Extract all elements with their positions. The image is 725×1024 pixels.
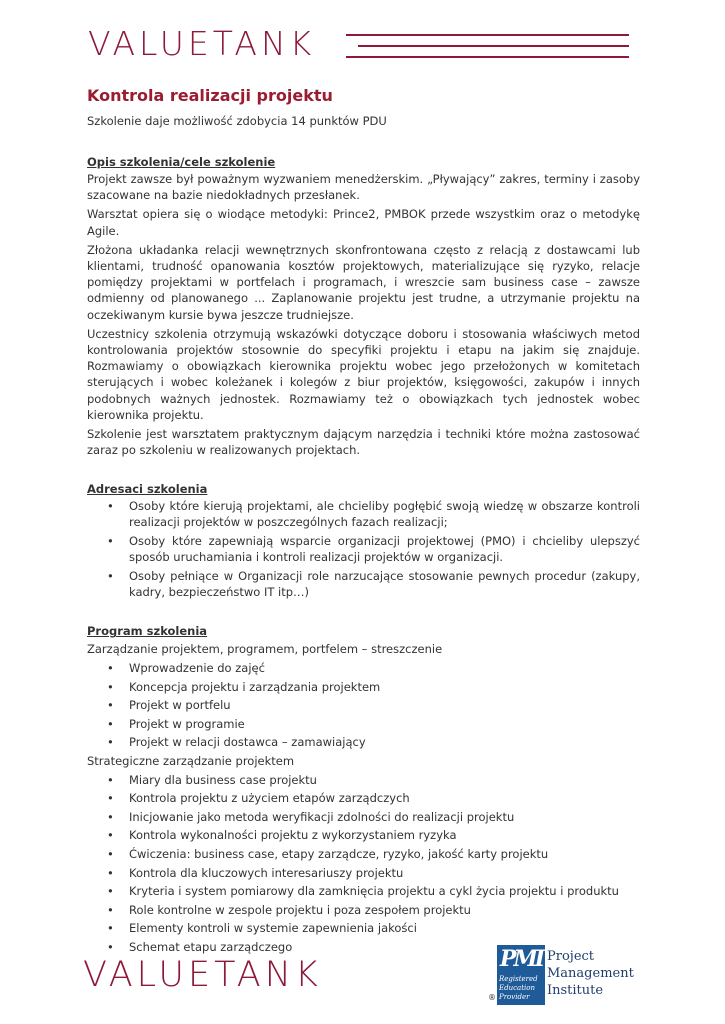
pmi-name-line: Project <box>547 949 595 964</box>
list-item: • Projekt w programie <box>87 715 640 734</box>
program-list-1 <box>87 659 640 752</box>
list-item: • Miary dla business case projektu <box>87 771 640 790</box>
list-item: • Schemat etapu zarządczego <box>87 938 640 957</box>
bullet-icon: • <box>107 921 114 936</box>
list-item: • Kontrola wykonalności projektu z wykorzystaniem ryzyka <box>87 826 640 845</box>
list-item: • Osoby które zapewniają wsparcie organizacji projektowej (PMO) i chcieliby ulepszyć sposób uruchamiania i kontroli realizacji projektów w organizacji. <box>107 534 640 565</box>
paragraph: Projekt zawsze był poważnym wyzwaniem menedżerskim. „Pływający” zakres, terminy i zasoby szacowane na bazie niedokładnych przesłanek. <box>87 172 640 203</box>
pmi-logo <box>485 945 635 1005</box>
pmi-registered-text: Provider <box>499 993 530 1001</box>
registered-mark: ® <box>488 993 496 1002</box>
pmi-registered-text: Registered <box>499 975 538 983</box>
section-heading-program: Program szkolenia <box>87 624 208 639</box>
bullet-icon: • <box>107 902 114 917</box>
list-item: • Ćwiczenia: business case, etapy zarządcze, ryzyko, jakość karty projektu <box>87 845 640 864</box>
list-item: • Elementy kontroli w systemie zapewnienia jakości <box>87 919 640 938</box>
valuetank-logo: VALUETANK <box>88 24 316 63</box>
page-title: Kontrola realizacji projektu <box>87 86 333 105</box>
pmi-badge <box>497 945 545 1005</box>
adresaci-list <box>87 498 640 600</box>
section-heading-opis: Opis szkolenia/cele szkolenie <box>87 155 276 169</box>
list-item: • Projekt w relacji dostawca – zamawiający <box>87 733 640 752</box>
list-item: • Kontrola projektu z użyciem etapów zarządczych <box>87 789 640 808</box>
bullet-icon: • <box>107 534 114 549</box>
bullet-icon: • <box>107 791 114 806</box>
list-item: • Osoby które kierują projektami, ale chcieliby pogłębić swoją wiedzę w obszarze kontroli realizacji projektów w poszczególnych fazach realizacji; <box>107 499 640 530</box>
bullet-icon: • <box>107 939 114 954</box>
bullet-icon: • <box>107 772 114 787</box>
document-body <box>87 84 640 957</box>
bullet-icon: • <box>107 828 114 843</box>
bullet-icon: • <box>107 698 114 713</box>
list-item: • Osoby pełniące w Organizacji role narzucające stosowanie pewnych procedur (zakupy, kadry, bezpieczeństwo IT itp…) <box>107 569 640 600</box>
bullet-icon: • <box>107 499 114 514</box>
bullet-icon: • <box>107 884 114 899</box>
list-item: • Koncepcja projektu i zarządzania projektem <box>87 678 640 697</box>
bullet-icon: • <box>107 865 114 880</box>
pmi-name-line: Institute <box>547 983 604 998</box>
program-group-title: Strategiczne zarządzanie projektem <box>87 754 295 769</box>
paragraph: Warsztat opiera się o wiodące metodyki: Prince2, PMBOK przede wszystkim oraz o metodykę Agile. <box>87 207 640 238</box>
paragraph: Szkolenie jest warsztatem praktycznym dającym narzędzia i techniki które można zastosować zaraz po szkoleniu w realizowanych projektach. <box>87 427 640 458</box>
list-item: • Kontrola dla kluczowych interesariuszy projektu <box>87 864 640 883</box>
bullet-icon: • <box>107 661 114 676</box>
bullet-icon: • <box>107 846 114 861</box>
paragraph: Złożona układanka relacji wewnętrznych skonfrontowana często z relacją z dostawcami lub klientami, trudność opanowania kosztów projektowych, materializujące się ryzyko, relacje pomiędzy projektami w portfelach i programach, i wreszcie sam business case – zawsze odmienny od planowanego ... Zaplanowanie projektu jest trudne, a utrzymanie projektu na oczekiwanym kursie bywa jeszcze trudniejsze. <box>87 242 640 322</box>
bullet-icon: • <box>107 809 114 824</box>
section-program <box>87 623 640 956</box>
list-item: • Wprowadzenie do zajęć <box>87 659 640 678</box>
subtitle: Szkolenie daje możliwość zdobycia 14 punktów PDU <box>87 114 387 128</box>
pmi-name-line: Management <box>547 966 634 981</box>
valuetank-logo-footer: VALUETANK <box>83 955 322 995</box>
bullet-icon: • <box>107 735 114 750</box>
bullet-icon: • <box>107 679 114 694</box>
program-group-title: Zarządzanie projektem, programem, portfelem – streszczenie <box>87 642 443 657</box>
paragraph: Uczestnicy szkolenia otrzymują wskazówki dotyczące doboru i stosowania właściwych metod kontrolowania projektów stosownie do specyfiki projektu i etapu na jakim się znajduje. Rozmawiamy o obowiązkach kierownika projektu wobec jego przełożonych w komitetach sterujących i wobec koleżanek i kolegów z biur projektów, księgowości, zakupów i innych podobnych ważnych jednostek. Rozmawiamy też o obowiązkach tych jednostek wobec kierownika projektu. <box>87 326 640 422</box>
bullet-icon: • <box>107 569 114 584</box>
pmi-registered-text: Education <box>499 984 535 992</box>
section-opis <box>87 154 640 458</box>
list-item: • Kryteria i system pomiarowy dla zamknięcia projektu a cykl życia projektu i produktu <box>87 882 640 901</box>
logo-decoration-lines <box>346 34 629 58</box>
bullet-icon: • <box>107 716 114 731</box>
pmi-mark: PMI <box>499 946 543 972</box>
program-list-2 <box>87 771 640 957</box>
section-adresaci <box>87 481 640 600</box>
list-item: • Projekt w portfelu <box>87 696 640 715</box>
section-heading-adresaci: Adresaci szkolenia <box>87 482 208 497</box>
list-item: • Inicjowanie jako metoda weryfikacji zdolności do realizacji projektu <box>87 808 640 827</box>
list-item: • Role kontrolne w zespole projektu i poza zespołem projektu <box>87 901 640 920</box>
